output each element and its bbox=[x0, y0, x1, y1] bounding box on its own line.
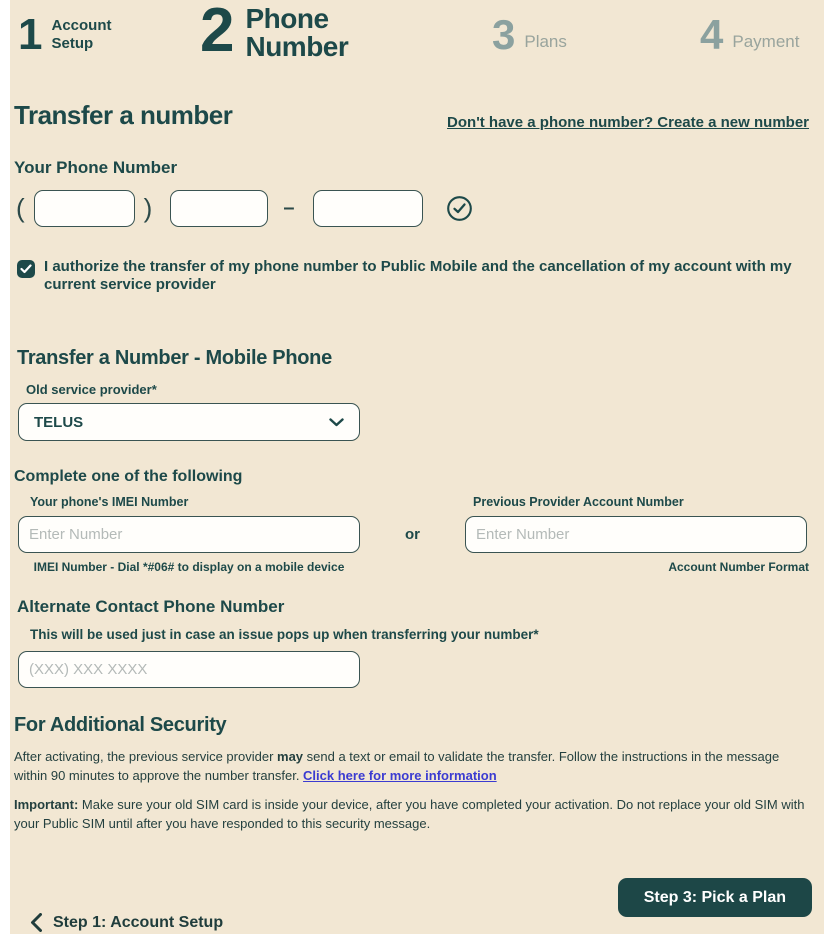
security-p1-text: After activating, the previous service provider bbox=[14, 749, 278, 764]
account-number-input[interactable] bbox=[465, 516, 807, 553]
your-phone-number-heading: Your Phone Number bbox=[14, 158, 178, 177]
back-link-label: Step 1: Account Setup bbox=[53, 913, 224, 931]
chevron-down-icon bbox=[329, 418, 344, 427]
phone-prefix-input[interactable] bbox=[170, 190, 268, 227]
close-paren-label: ) bbox=[143, 193, 153, 223]
page-title: Transfer a number bbox=[14, 100, 233, 130]
more-information-link[interactable]: Click here for more information bbox=[303, 768, 497, 783]
authorize-row bbox=[10, 258, 824, 294]
security-paragraph-1 bbox=[10, 747, 818, 785]
alternate-contact-sublabel: This will be used just in case an issue pops up when transferring your number* bbox=[30, 627, 539, 642]
checkout-stepper bbox=[10, 0, 824, 88]
transfer-mobile-heading: Transfer a Number - Mobile Phone bbox=[17, 347, 332, 369]
check-circle-icon bbox=[446, 195, 473, 222]
complete-labels-row bbox=[10, 495, 824, 509]
step-label: Account Setup bbox=[51, 17, 112, 52]
transfer-number-page bbox=[10, 0, 824, 934]
authorize-checkbox[interactable] bbox=[17, 260, 35, 278]
area-code-input[interactable] bbox=[34, 190, 135, 227]
stepper-step-plans bbox=[492, 11, 567, 58]
phone-line-input[interactable] bbox=[313, 190, 423, 227]
imei-input[interactable] bbox=[18, 516, 360, 553]
old-provider-label: Old service provider* bbox=[26, 382, 157, 397]
phone-number-inputs bbox=[10, 190, 824, 227]
account-number-label: Previous Provider Account Number bbox=[473, 495, 684, 509]
step-number: 1 bbox=[18, 10, 42, 59]
step-number: 4 bbox=[700, 11, 724, 58]
alternate-phone-input[interactable] bbox=[18, 651, 360, 688]
security-paragraph-2 bbox=[10, 795, 818, 833]
old-provider-select[interactable] bbox=[18, 403, 360, 441]
complete-inputs-row bbox=[10, 516, 824, 553]
step-label: Phone Number bbox=[245, 3, 349, 62]
account-format-help-text: Account Number Format bbox=[668, 560, 809, 574]
important-bold: Important: bbox=[14, 797, 79, 812]
alternate-contact-heading: Alternate Contact Phone Number bbox=[17, 597, 285, 616]
step-label: Payment bbox=[732, 32, 800, 51]
stepper-step-phone-number-active bbox=[200, 0, 349, 65]
old-provider-value: TELUS bbox=[34, 413, 84, 431]
or-label: or bbox=[405, 526, 420, 543]
complete-help-row bbox=[10, 560, 824, 574]
stepper-step-account-setup[interactable] bbox=[18, 10, 112, 59]
check-icon bbox=[20, 264, 32, 274]
authorize-label: I authorize the transfer of my phone number to Public Mobile and the cancellation of my account with my current service provider bbox=[44, 258, 792, 293]
additional-security-heading: For Additional Security bbox=[14, 714, 227, 736]
imei-label: Your phone's IMEI Number bbox=[30, 495, 189, 509]
complete-one-heading: Complete one of the following bbox=[14, 468, 243, 485]
important-text: Make sure your old SIM card is inside your device, after you have completed your activation. Do not replace your old SIM with your Public SIM until after you have responded to this security message. bbox=[14, 797, 805, 831]
imei-help-text: IMEI Number - Dial *#06# to display on a mobile device bbox=[33, 560, 345, 574]
open-paren-label: ( bbox=[16, 193, 25, 223]
create-new-number-link[interactable]: Don't have a phone number? Create a new number bbox=[447, 114, 809, 131]
stepper-step-payment bbox=[700, 11, 800, 58]
step-number: 2 bbox=[200, 0, 233, 65]
next-step-button[interactable]: Step 3: Pick a Plan bbox=[618, 878, 812, 917]
security-p1-text2: send a text or email to validate the transfer. Follow the instructions in the message within 90 minutes to approve the number transfer. bbox=[14, 749, 780, 783]
step-number: 3 bbox=[492, 11, 516, 58]
step-label: Plans bbox=[524, 32, 567, 51]
security-p1-bold: may bbox=[277, 749, 304, 764]
title-row bbox=[10, 100, 824, 131]
dash-label: – bbox=[283, 197, 295, 219]
back-to-account-setup-link[interactable] bbox=[30, 913, 223, 932]
chevron-left-icon bbox=[30, 913, 42, 932]
